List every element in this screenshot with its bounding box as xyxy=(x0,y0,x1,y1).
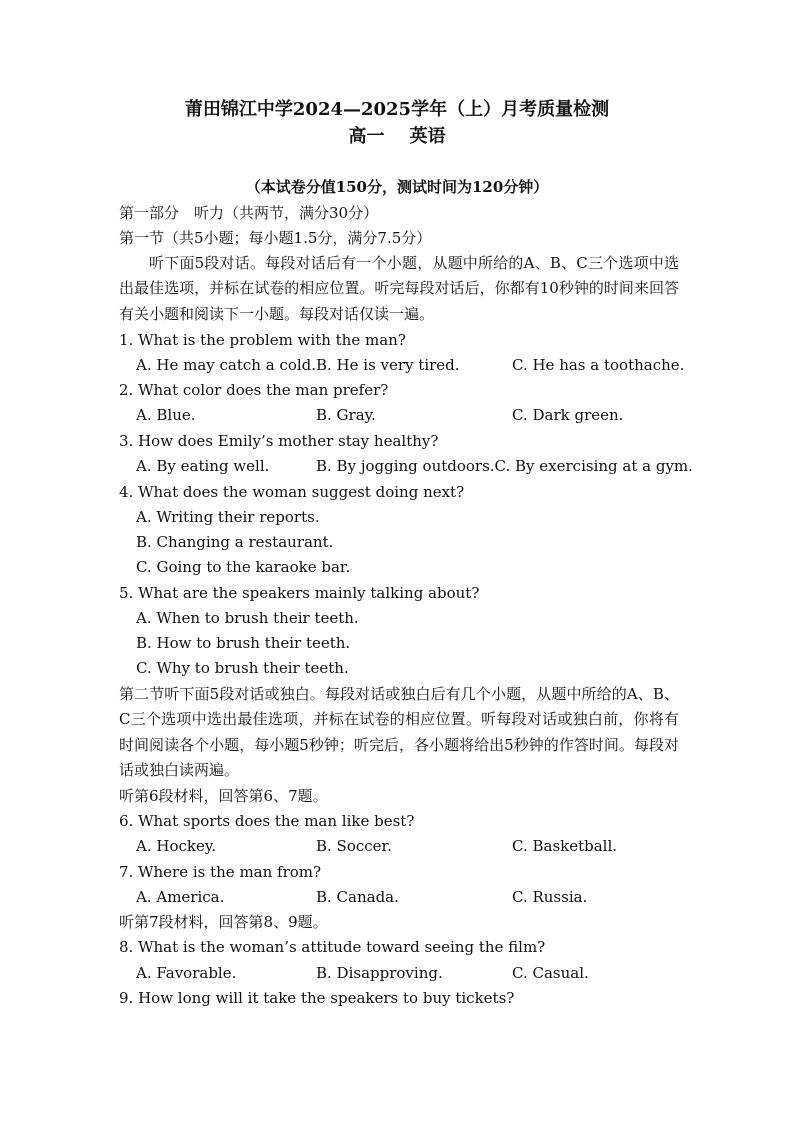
material-6-heading: 听第6段材料，回答第6、7题。 xyxy=(119,787,328,805)
question-4: 4. What does the woman suggest doing next? xyxy=(119,483,465,501)
q6-option-c: C. Basketball. xyxy=(512,837,618,855)
q7-option-c: C. Russia. xyxy=(512,888,588,906)
question-8: 8. What is the woman’s attitude toward seeing the film? xyxy=(119,938,546,956)
q4-option-c: C. Going to the karaoke bar. xyxy=(136,558,351,576)
q5-option-a: A. When to brush their teeth. xyxy=(136,609,359,627)
question-2: 2. What color does the man prefer? xyxy=(119,381,389,399)
q7-option-b: B. Canada. xyxy=(316,888,399,906)
question-1: 1. What is the problem with the man? xyxy=(119,331,406,349)
q2-option-b: B. Gray. xyxy=(316,406,376,424)
q6-option-a: A. Hockey. xyxy=(136,837,217,855)
section1-heading: 第一节（共5小题；每小题1.5分，满分7.5分） xyxy=(119,229,432,247)
q8-option-c: C. Casual. xyxy=(512,964,589,982)
q5-option-c: C. Why to brush their teeth. xyxy=(136,659,349,677)
q6-option-b: B. Soccer. xyxy=(316,837,392,855)
section1-instructions: 听下面5段对话。每段对话后有一个小题，从题中所给的A、B、C三个选项中选出最佳选项，并标在试卷的相应位置。听完每段对话后，你都有10秒钟的时间来回答有关小题和阅读下一小题。每段对话仅读一遍。 xyxy=(119,254,679,323)
question-6: 6. What sports does the man like best? xyxy=(119,812,415,830)
question-5: 5. What are the speakers mainly talking about? xyxy=(119,584,480,602)
q8-option-b: B. Disapproving. xyxy=(316,964,443,982)
question-7: 7. Where is the man from? xyxy=(119,863,322,881)
q2-option-a: A. Blue. xyxy=(136,406,196,424)
q5-option-b: B. How to brush their teeth. xyxy=(136,634,351,652)
q1-option-c: C. He has a toothache. xyxy=(512,356,685,374)
q1-option-b: B. He is very tired. xyxy=(316,356,460,374)
q3-option-a: A. By eating well. xyxy=(136,457,270,475)
q7-option-a: A. America. xyxy=(136,888,225,906)
section2-instructions: 第二节听下面5段对话或独白。每段对话或独白后有几个小题，从题中所给的A、B、C三个选项中选出最佳选项，并标在试卷的相应位置。听每段对话或独白前，你将有时间阅读各个小题，每小题5秒钟；听完后，各小题将给出5秒钟的作答时间。每段对话或独白读两遍。 xyxy=(119,685,679,780)
q4-option-b: B. Changing a restaurant. xyxy=(136,533,334,551)
part1-heading: 第一部分 听力（共两节，满分30分） xyxy=(119,204,379,222)
question-3: 3. How does Emily’s mother stay healthy? xyxy=(119,432,439,450)
question-9: 9. How long will it take the speakers to buy tickets? xyxy=(119,989,515,1007)
exam-title: 莆田锦江中学2024—2025学年（上）月考质量检测 xyxy=(184,99,610,120)
q3-option-b-c: B. By jogging outdoors.C. By exercising at a gym. xyxy=(316,457,693,475)
q2-option-c: C. Dark green. xyxy=(512,406,624,424)
exam-subtitle: 高一 英语 xyxy=(348,126,446,147)
q1-option-a: A. He may catch a cold. xyxy=(136,356,317,374)
material-7-heading: 听第7段材料，回答第8、9题。 xyxy=(119,913,328,931)
exam-note: （本试卷分值150分，测试时间为120分钟） xyxy=(245,178,549,196)
q4-option-a: A. Writing their reports. xyxy=(136,508,320,526)
q8-option-a: A. Favorable. xyxy=(136,964,237,982)
